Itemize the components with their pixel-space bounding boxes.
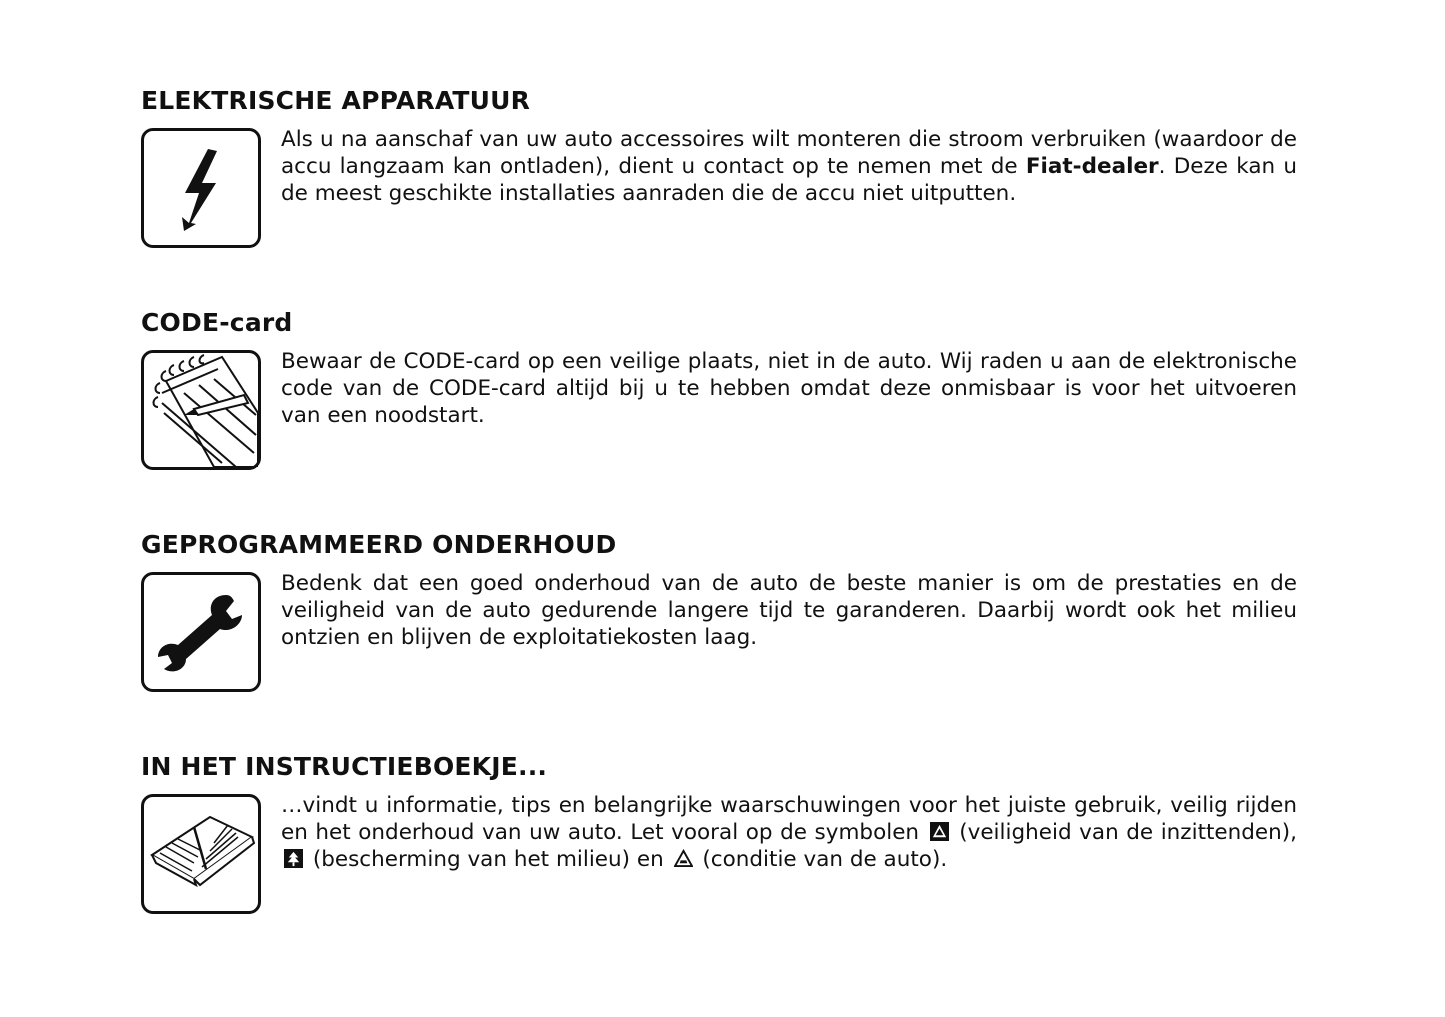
dealer-name: Fiat-dealer: [1025, 154, 1159, 179]
section-maintenance: [141, 530, 1301, 650]
car-condition-icon: [674, 849, 693, 868]
open-book-icon: [141, 794, 261, 914]
section-text: Bedenk dat een goed onderhoud van de auto de beste manier is om de prestaties en de veiligheid van de auto gedurende langere tijd te garanderen. Daarbij wordt ook het milieu ontzien en blijven de exploitatiekosten laag.: [281, 571, 1297, 650]
section-heading: GEPROGRAMMEERD ONDERHOUD: [141, 530, 617, 559]
notebook-pencil-icon: [141, 350, 261, 470]
wrench-icon: [141, 572, 261, 692]
section-text: …vindt u informatie, tips en belangrijke waarschuwingen voor het juiste gebruik, veilig rijden en het onderhoud van uw auto. Let vooral op de symbolen (veiligheid van de inzittenden), (bescherming van het milieu) en (conditie van de auto).: [281, 793, 1298, 872]
section-heading: IN HET INSTRUCTIEBOEKJE...: [141, 752, 548, 781]
section-electrical: [141, 86, 1301, 206]
environment-icon: [284, 849, 303, 868]
section-instruction-book: [141, 752, 1301, 872]
safety-warning-icon: [930, 822, 949, 841]
section-text: Als u na aanschaf van uw auto accessoires wilt monteren die stroom verbruiken (waardoor de accu langzaam kan ontladen), dient u contact op te nemen met de Fiat-dealer. Deze kan u de meest geschikte installaties aanraden die de accu niet uitputten.: [281, 127, 1297, 206]
section-heading: CODE-card: [141, 308, 293, 337]
section-heading: ELEKTRISCHE APPARATUUR: [141, 86, 531, 115]
section-code-card: [141, 308, 1301, 428]
electrical-lightning-icon: [141, 128, 261, 248]
section-text: Bewaar de CODE-card op een veilige plaats, niet in de auto. Wij raden u aan de elektronische code van de CODE-card altijd bij u te hebben omdat deze onmisbaar is voor het uitvoeren van een noodstart.: [281, 349, 1297, 428]
